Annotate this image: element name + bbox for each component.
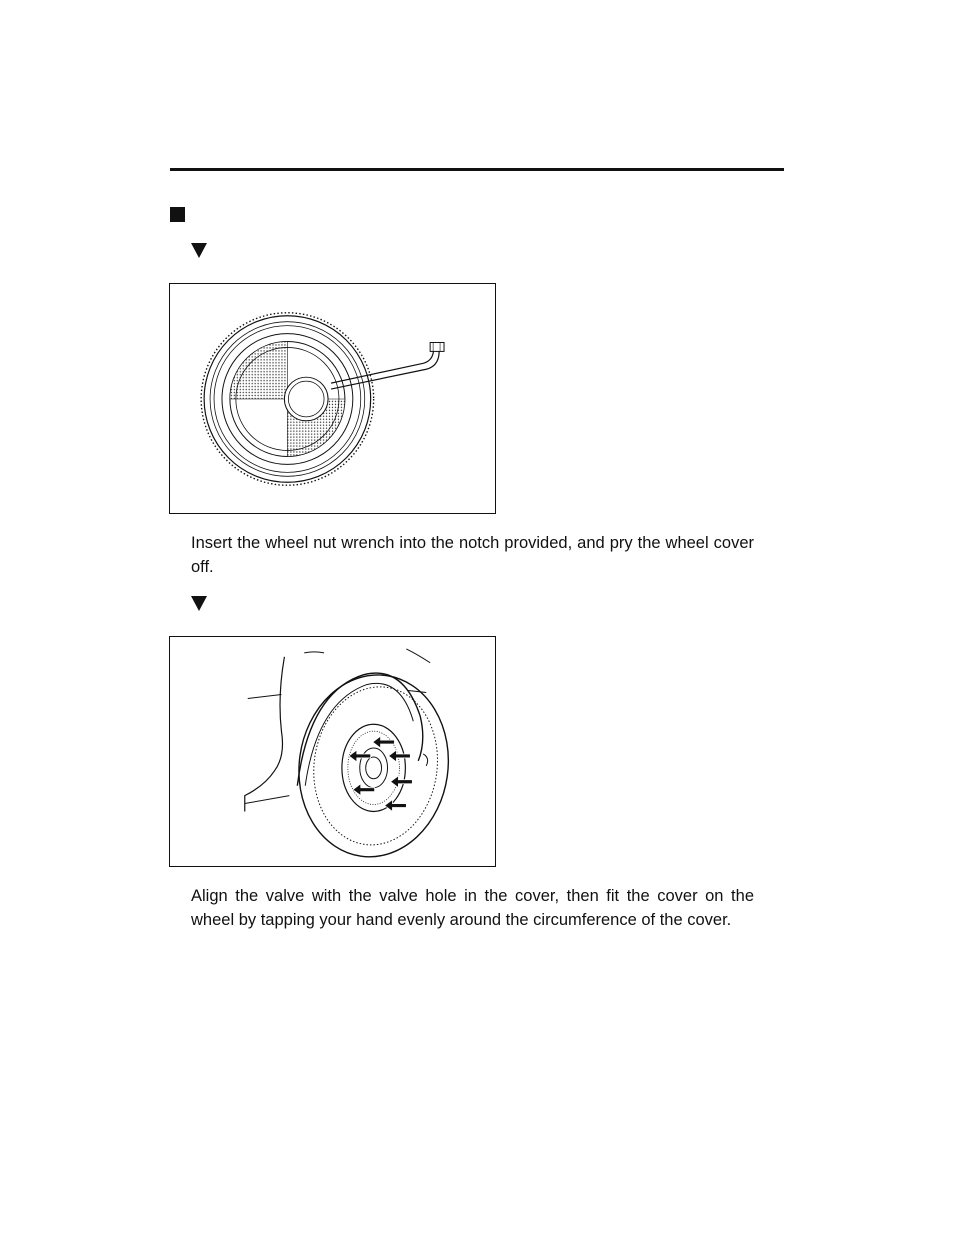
step-triangle-icon bbox=[191, 243, 207, 258]
header-rule bbox=[170, 168, 784, 171]
tapping-arrows-icon bbox=[170, 637, 495, 866]
section-bullet-icon bbox=[170, 207, 185, 222]
wheel-wrench-icon bbox=[170, 284, 495, 513]
step-2-text: Align the valve with the valve hole in the cover, then fit the cover on the wheel by tapping your hand evenly around the circumference of the cover. bbox=[191, 887, 754, 929]
wheel-cover-installation-figure bbox=[169, 636, 496, 867]
step-triangle-icon bbox=[191, 596, 207, 611]
step-1-text: Insert the wheel nut wrench into the notch provided, and pry the wheel cover off. bbox=[191, 534, 754, 576]
wheel-cover-removal-figure bbox=[169, 283, 496, 514]
